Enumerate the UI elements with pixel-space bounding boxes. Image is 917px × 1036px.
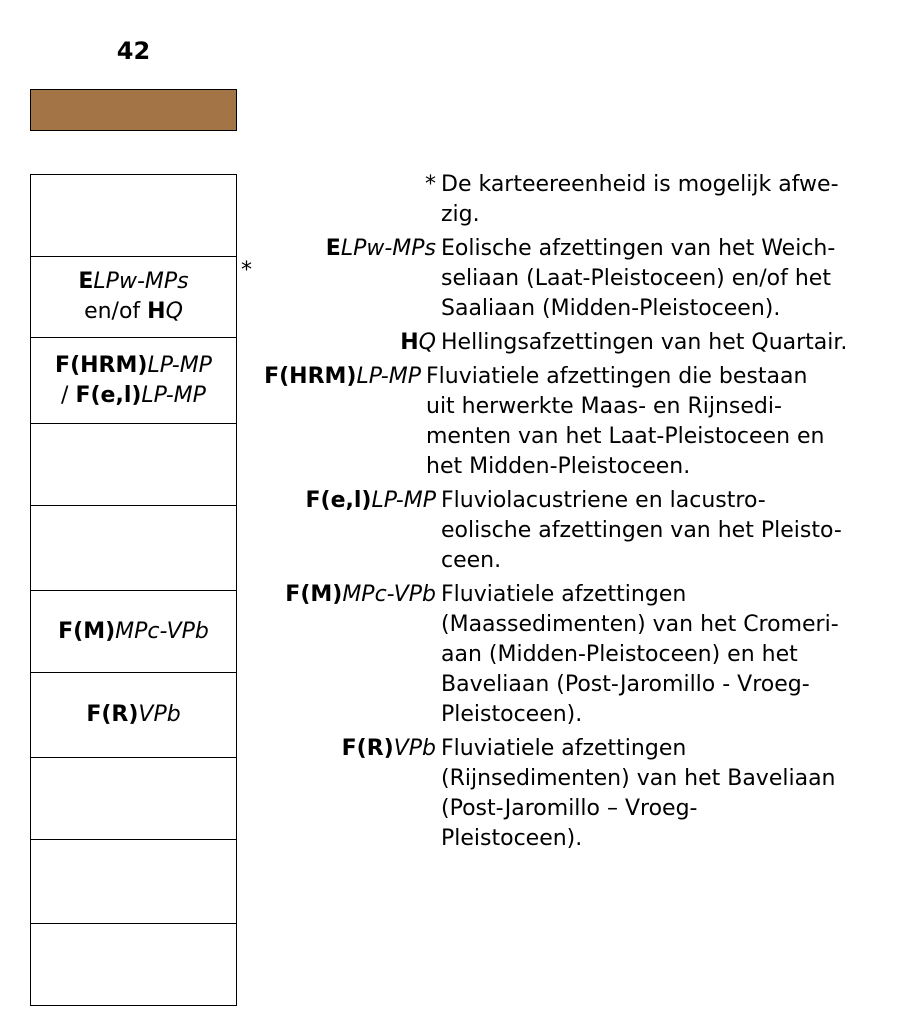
legend-description-line: menten van het Laat-Pleistoceen en [426, 424, 825, 449]
legend-code-part: LP-MP [356, 364, 421, 389]
legend-description-line: Fluviolacustriene en lacustro- [441, 488, 766, 513]
unit-label-part: MPc-VPb [115, 618, 209, 644]
unit-label-part: LP-MP [147, 352, 212, 378]
legend-description [441, 170, 900, 230]
unit-label-part: en/of [84, 299, 148, 324]
legend-description-line: seliaan (Laat-Pleistoceen) en/of het [441, 266, 831, 291]
legend-description-line: De karteereenheid is mogelijk afwe- [441, 172, 839, 197]
column-unit-4 [31, 424, 236, 506]
legend-code-part: LPw-MPs [340, 236, 436, 261]
legend-description-line: Eolische afzettingen van het Weich- [441, 236, 836, 261]
legend-description [441, 486, 900, 576]
unit-label-line [84, 297, 183, 327]
legend-code [240, 234, 441, 324]
surface-layer-swatch [30, 89, 237, 131]
legend-entry [240, 328, 900, 358]
legend-description-line: aan (Midden-Pleistoceen) en het [441, 642, 798, 667]
legend-code-part: MPc-VPb [342, 582, 436, 607]
legend-description [441, 234, 900, 324]
legend-description-line: eolische afzettingen van het Pleisto- [441, 518, 842, 543]
column-unit-8 [31, 758, 236, 840]
unit-label-part: H [147, 299, 166, 324]
legend-description-line: (Maassedimenten) van het Cromeri- [441, 612, 839, 637]
legend-description-line: (Post-Jaromillo – Vroeg- [441, 796, 698, 821]
legend-entry [240, 234, 900, 324]
legend-description-line: Baveliaan (Post-Jaromillo - Vroeg- [441, 672, 810, 697]
legend-description [426, 362, 900, 482]
column-unit-5 [31, 506, 236, 591]
legend-description-line: ceen. [441, 548, 502, 573]
legend-description-line: Pleistoceen). [441, 826, 583, 851]
column-unit-6 [31, 591, 236, 673]
legend-code [240, 328, 441, 358]
legend-code [240, 486, 441, 576]
legend-description-line: (Rijnsedimenten) van het Baveliaan [441, 766, 836, 791]
legend-description-line: zig. [441, 202, 480, 227]
legend-entry [240, 362, 900, 482]
column-unit-1 [31, 175, 236, 257]
legend-description [441, 328, 900, 358]
legend-code [240, 170, 441, 230]
legend-description-line: uit herwerkte Maas- en Rijnsedi- [426, 394, 782, 419]
legend-description-line: Pleistoceen). [441, 702, 583, 727]
legend-description-line: Fluviatiele afzettingen die bestaan [426, 364, 808, 389]
column-unit-10 [31, 924, 236, 1006]
column-unit-3 [31, 338, 236, 424]
legend-description-line: Saaliaan (Midden-Pleistoceen). [441, 296, 781, 321]
legend-entry [240, 734, 900, 854]
legend-code [240, 580, 441, 730]
unit-label-part: F(M) [58, 618, 116, 644]
legend-description-line: het Midden-Pleistoceen. [426, 454, 691, 479]
legend-code-part: F(HRM) [264, 364, 357, 389]
legend-code-part: H [400, 330, 419, 355]
column-unit-9 [31, 840, 236, 924]
unit-label-part: E [78, 269, 94, 294]
legend-code-part: * [425, 172, 436, 197]
legend-code-part: F(M) [285, 582, 343, 607]
legend-code [240, 734, 441, 854]
legend-description-line: Hellingsafzettingen van het Quartair. [441, 330, 848, 355]
sheet-number: 42 [116, 37, 151, 65]
legend-entry [240, 486, 900, 576]
unit-label-part: / [61, 382, 76, 408]
legend-code [230, 362, 426, 482]
legend [240, 170, 900, 858]
unit-label-part: Q [165, 299, 183, 324]
unit-label-part: LPw-MPs [93, 269, 189, 294]
unit-label-line [86, 700, 180, 730]
legend-description [441, 580, 900, 730]
legend-code-part: E [325, 236, 341, 261]
column-unit-2 [31, 257, 236, 338]
stratigraphic-column [30, 174, 237, 1006]
legend-description-line: Fluviatiele afzettingen [441, 582, 687, 607]
legend-code-part: F(R) [341, 736, 394, 761]
legend-description [441, 734, 900, 854]
unit-label-part: F(R) [86, 702, 139, 727]
legend-code-part: F(e,l) [305, 488, 372, 513]
legend-code-part: Q [418, 330, 436, 355]
column-unit-7 [31, 673, 236, 758]
uncertainty-marker: * [241, 258, 252, 283]
unit-label-part: F(HRM) [55, 352, 148, 378]
unit-label-line [58, 617, 209, 647]
unit-label-part: LP-MP [141, 382, 206, 408]
unit-label-part: VPb [138, 702, 181, 727]
unit-label-line [61, 381, 206, 411]
unit-label-line [55, 351, 212, 381]
unit-label-line [78, 267, 188, 297]
legend-entry [240, 170, 900, 230]
legend-code-part: VPb [393, 736, 436, 761]
unit-label-part: F(e,l) [75, 382, 142, 408]
legend-entry [240, 580, 900, 730]
legend-code-part: LP-MP [371, 488, 436, 513]
legend-description-line: Fluviatiele afzettingen [441, 736, 687, 761]
